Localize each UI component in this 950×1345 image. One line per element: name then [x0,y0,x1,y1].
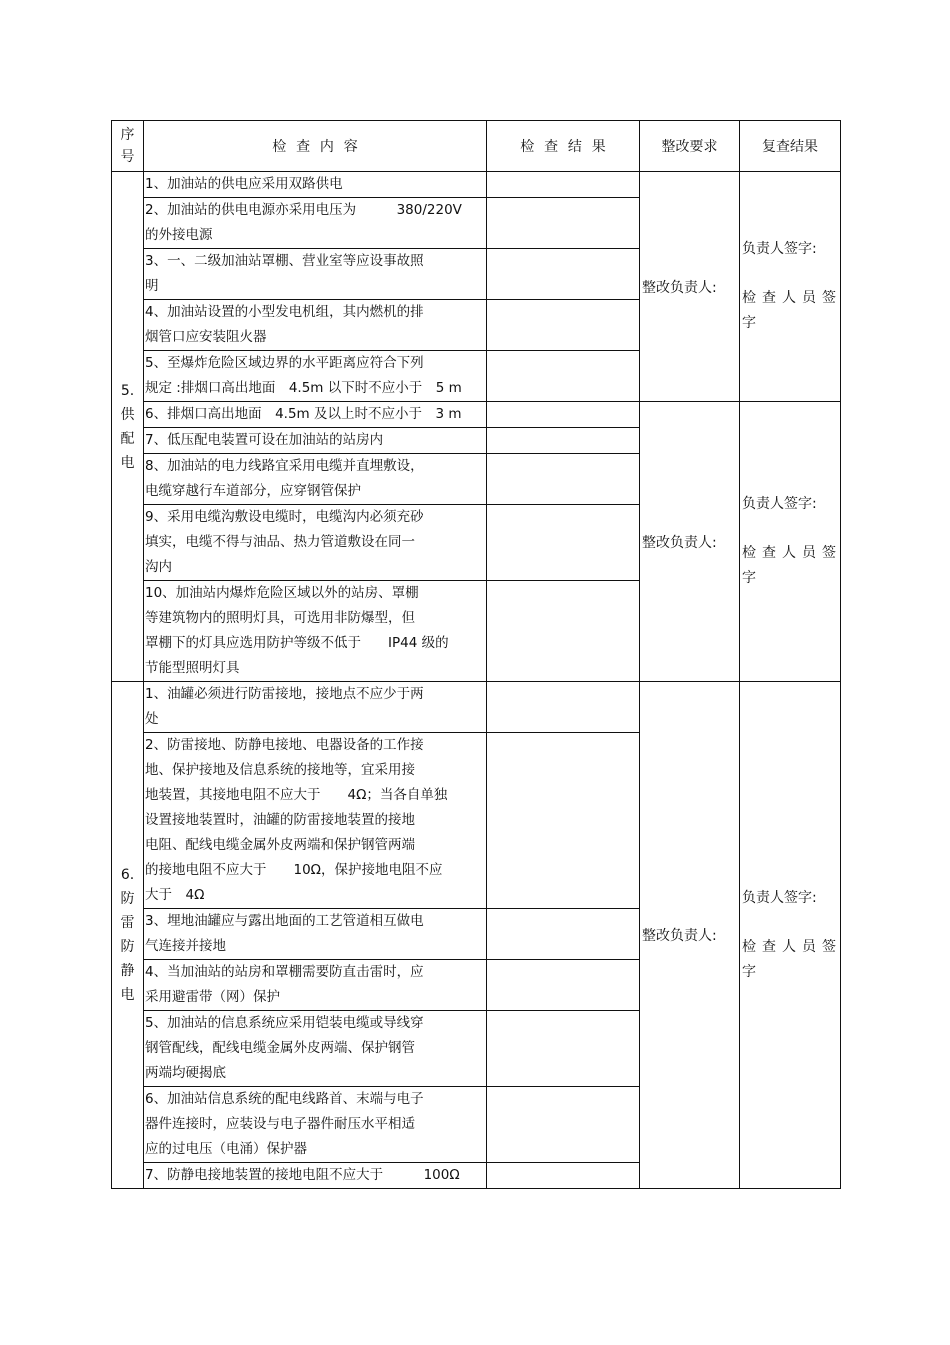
section-label-line: 电 [120,454,135,471]
check-item-line: 沟内 [145,559,172,575]
section-label-line: 静 [120,963,135,979]
check-item-line: 1、油罐必须进行防雷接地，接地点不应少于两 [145,686,424,702]
header-result [487,121,640,172]
check-item-line: 3、埋地油罐应与露出地面的工艺管道相互做电 [145,913,424,929]
recheck-inspector-label-cont: 字 [742,570,756,586]
rectify-owner-label: 整改负责人: [642,534,717,551]
check-item-line: 4、当加油站的站房和罩棚需要防直击雷时，应 [145,964,424,980]
check-item [144,1011,487,1087]
header-rectify-text: 整改要求 [661,139,718,155]
check-result-cell[interactable] [487,682,640,733]
section-label [112,172,144,682]
check-item-line: 6、排烟口高出地面 4.5m 及以上时不应小于 3 m [145,406,462,422]
header-row [112,121,841,172]
check-item-line: 钢管配线，配线电缆金属外皮两端、保护钢管 [145,1040,415,1056]
table-row [112,402,841,428]
check-item-line: 6、加油站信息系统的配电线路首、末端与电子 [145,1091,424,1107]
check-item-line: 大于 4Ω [145,887,205,903]
check-result-cell[interactable] [487,300,640,351]
section-label-line: 防 [120,891,135,907]
check-result-cell[interactable] [487,1163,640,1189]
rectify-cell[interactable] [640,682,740,1189]
check-result-cell[interactable] [487,505,640,581]
check-item [144,454,487,505]
check-item-line: 采用避雷带（网）保护 [145,989,280,1005]
check-result-cell[interactable] [487,402,640,428]
rectify-owner-label: 整改负责人: [642,928,717,944]
recheck-signer-label: 负责人签字: [742,889,817,906]
inspection-table [111,120,841,1189]
check-item-line: 1、加油站的供电应采用双路供电 [145,176,343,192]
recheck-signer-label: 负责人签字: [742,496,817,512]
check-result-cell[interactable] [487,1087,640,1163]
header-seq-text: 序号 [120,127,135,165]
check-item-line: 的外接电源 [145,227,213,243]
recheck-cell[interactable] [740,172,841,402]
check-result-cell[interactable] [487,909,640,960]
check-item [144,960,487,1011]
check-result-cell[interactable] [487,1011,640,1087]
check-item-line: 2、加油站的供电电源亦采用电压为 380/220V [145,202,462,218]
header-content [144,121,487,172]
recheck-inspector-label: 检查人员签 [742,938,836,955]
check-item-line: 电缆穿越行车道部分，应穿钢管保护 [145,483,361,499]
recheck-inspector-label: 检查人员签 [742,545,836,561]
check-result-cell[interactable] [487,249,640,300]
check-item [144,1163,487,1189]
check-result-cell[interactable] [487,351,640,402]
header-rectify [640,121,740,172]
check-result-cell[interactable] [487,733,640,909]
check-item [144,402,487,428]
rectify-cell[interactable] [640,402,740,682]
check-item-line: 7、低压配电装置可设在加油站的站房内 [145,432,384,448]
check-result-cell[interactable] [487,454,640,505]
table-row [112,172,841,198]
section-label-line: 电 [120,987,135,1003]
recheck-inspector-label-cont: 字 [742,315,756,331]
check-item-line: 地装置，其接地电阻不应大于 4Ω；当各自单独 [145,787,448,803]
check-item-line: 的接地电阻不应大于 10Ω，保护接地电阻不应 [145,862,443,878]
check-item-line: 9、采用电缆沟敷设电缆时，电缆沟内必须充砂 [145,509,424,525]
check-item [144,351,487,402]
table-row [112,682,841,733]
check-item [144,249,487,300]
check-item-line: 地、保护接地及信息系统的接地等，宜采用接 [145,762,415,778]
check-result-cell[interactable] [487,428,640,454]
check-item-line: 规定 :排烟口高出地面 4.5m 以下时不应小于 5 m [145,380,462,396]
section-label-line: 配 [120,430,135,447]
rectify-owner-label: 整改负责人: [642,279,717,296]
check-item-line: 5、加油站的信息系统应采用铠装电缆或导线穿 [145,1015,424,1031]
check-result-cell[interactable] [487,172,640,198]
section-label-line: 5. [120,382,135,399]
check-item-line: 等建筑物内的照明灯具，可选用非防爆型，但 [145,610,415,626]
section-label-line: 供 [120,406,135,423]
check-item-line: 3、一、二级加油站罩棚、营业室等应设事故照 [145,253,424,269]
check-item-line: 8、加油站的电力线路宜采用电缆并直埋敷设， [145,458,424,474]
check-result-cell[interactable] [487,960,640,1011]
recheck-cell[interactable] [740,682,841,1189]
recheck-inspector-label: 检查人员签 [742,290,836,306]
check-item [144,909,487,960]
check-item-line: 设置接地装置时，油罐的防雷接地装置的接地 [145,812,415,828]
check-item-line: 器件连接时，应装设与电子器件耐压水平相适 [145,1116,415,1132]
check-item [144,733,487,909]
check-result-cell[interactable] [487,581,640,682]
rectify-cell[interactable] [640,172,740,402]
section-label-line: 防 [120,939,135,955]
check-item-line: 4、加油站设置的小型发电机组，其内燃机的排 [145,304,424,320]
check-item-line: 节能型照明灯具 [145,660,240,676]
check-item [144,198,487,249]
header-recheck [740,121,841,172]
section-label-line: 6. [120,867,135,883]
check-item-line: 应的过电压（电涌）保护器 [145,1141,307,1157]
check-item-line: 烟管口应安装阻火器 [145,329,267,345]
inspection-sheet [111,120,840,1189]
check-item-line: 5、至爆炸危险区域边界的水平距离应符合下列 [145,355,424,371]
header-content-text: 检查内容 [272,139,368,155]
header-seq [112,121,144,172]
check-item-line: 两端均硬揭底 [145,1065,226,1081]
header-result-text: 检查结果 [520,139,616,155]
check-item [144,172,487,198]
check-item [144,300,487,351]
check-item-line: 10、加油站内爆炸危险区域以外的站房、罩棚 [145,585,419,601]
recheck-inspector-label-cont: 字 [742,963,756,980]
check-item [144,581,487,682]
check-result-cell[interactable] [487,198,640,249]
table-body [112,172,841,1189]
check-item-line: 2、防雷接地、防静电接地、电器设备的工作接 [145,737,424,753]
recheck-cell[interactable] [740,402,841,682]
check-item-line: 电阻、配线电缆金属外皮两端和保护钢管两端 [145,837,415,853]
header-recheck-text: 复查结果 [762,139,818,155]
check-item [144,428,487,454]
check-item-line: 处 [145,711,159,727]
check-item-line: 罩棚下的灯具应选用防护等级不低于 IP44 级的 [145,635,449,651]
check-item [144,1087,487,1163]
check-item [144,682,487,733]
check-item-line: 7、防静电接地装置的接地电阻不应大于 100Ω [145,1167,460,1183]
check-item-line: 填实，电缆不得与油品、热力管道敷设在同一 [145,534,415,550]
check-item [144,505,487,581]
section-label-line: 雷 [120,915,135,931]
section-label [112,682,144,1189]
check-item-line: 气连接并接地 [145,938,226,954]
recheck-signer-label: 负责人签字: [742,241,817,257]
check-item-line: 明 [145,278,159,294]
